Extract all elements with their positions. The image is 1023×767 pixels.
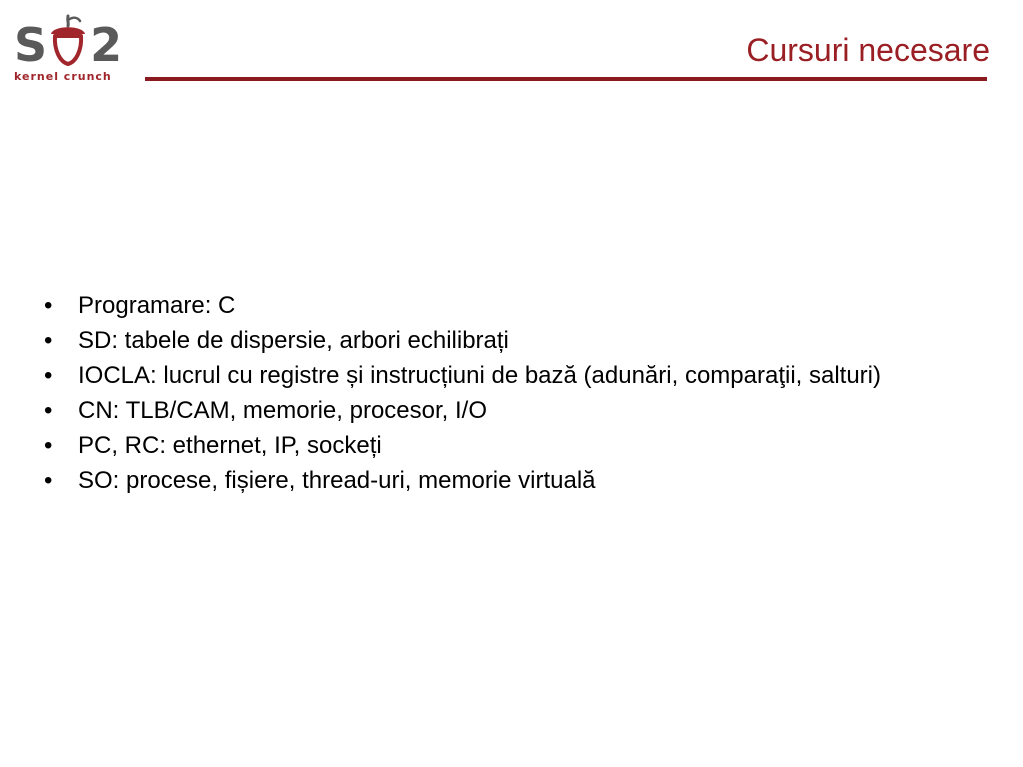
logo-mark xyxy=(14,12,134,72)
bullet-list xyxy=(44,291,944,501)
title-divider xyxy=(145,77,987,81)
bullet-dot: • xyxy=(44,362,53,389)
bullet-dot: • xyxy=(44,327,53,354)
acorn-icon xyxy=(48,12,88,68)
bullet-dot: • xyxy=(44,292,53,319)
logo xyxy=(14,12,134,84)
bullet-dot: • xyxy=(44,397,53,424)
list-item xyxy=(44,466,944,496)
bullet-dot: • xyxy=(44,432,53,459)
list-item xyxy=(44,326,944,356)
logo-letter-2: 2 xyxy=(90,18,122,72)
bullet-dot: • xyxy=(44,467,53,494)
list-item xyxy=(44,361,944,391)
list-item xyxy=(44,431,944,461)
list-item-text: Programare: C xyxy=(78,292,236,319)
list-item-text: SO: procese, fișiere, thread-uri, memorie virtuală xyxy=(78,467,596,494)
list-item-text: IOCLA: lucrul cu registre și instrucțiuni de bază (adunări, comparaţii, salturi) xyxy=(78,362,881,389)
list-item xyxy=(44,396,944,426)
list-item-text: PC, RC: ethernet, IP, sockeți xyxy=(78,432,382,459)
list-item xyxy=(44,291,944,321)
logo-letter-s: S xyxy=(14,18,47,72)
logo-subtitle: kernel crunch xyxy=(14,70,112,83)
slide-title: Cursuri necesare xyxy=(746,32,990,68)
list-item-text: CN: TLB/CAM, memorie, procesor, I/O xyxy=(78,397,487,424)
list-item-text: SD: tabele de dispersie, arbori echilibrați xyxy=(78,327,509,354)
